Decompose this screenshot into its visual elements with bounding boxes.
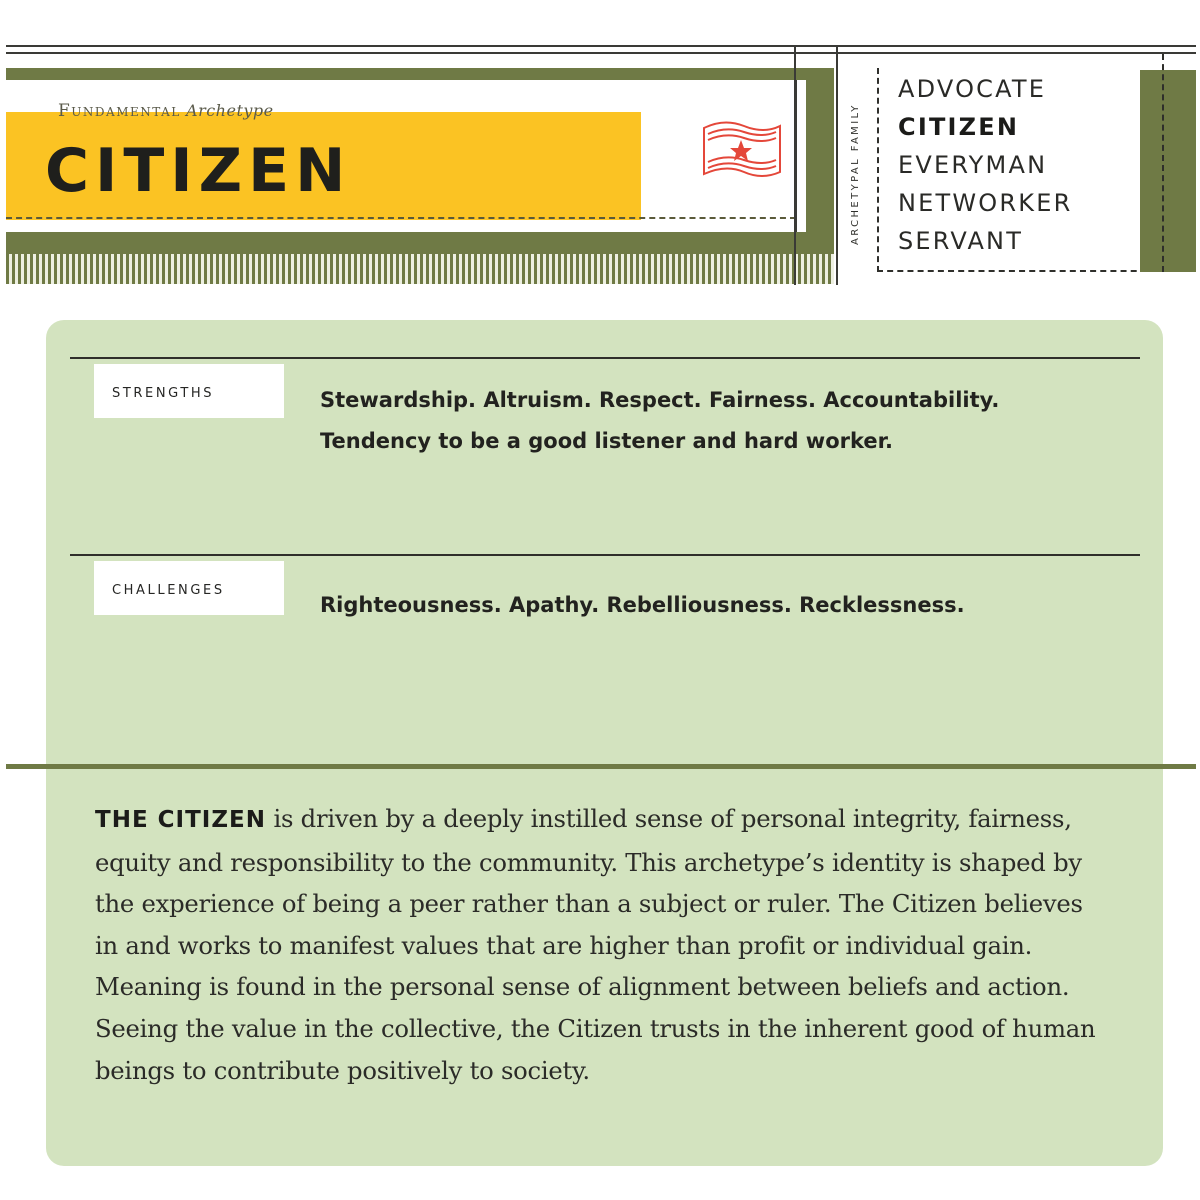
strengths-line-2: Tendency to be a good listener and hard worker. bbox=[320, 429, 893, 453]
archetype-label-italic: Archetype bbox=[186, 101, 274, 120]
strengths-rule bbox=[70, 357, 1140, 359]
title-dashed-rule bbox=[6, 217, 796, 219]
top-rule-2 bbox=[6, 52, 1196, 54]
divider-left bbox=[794, 45, 796, 285]
family-item-servant: SERVANT bbox=[898, 227, 1024, 255]
description-rule bbox=[6, 764, 1196, 769]
flag-with-star-icon bbox=[700, 118, 784, 184]
page-title: CITIZEN bbox=[45, 136, 352, 206]
family-side-bar bbox=[1140, 70, 1196, 272]
challenges-tag: CHALLENGES bbox=[94, 561, 284, 615]
family-item-everyman: EVERYMAN bbox=[898, 151, 1048, 179]
strengths-tag: STRENGTHS bbox=[94, 364, 284, 418]
family-label: ARCHETYPAL FAMILY bbox=[850, 103, 861, 245]
description-lead: THE CITIZEN bbox=[95, 807, 266, 833]
top-rule bbox=[6, 45, 1196, 47]
family-item-advocate: ADVOCATE bbox=[898, 75, 1047, 103]
challenges-rule bbox=[70, 554, 1140, 556]
challenges-line-1: Righteousness. Apathy. Rebelliousness. Recklessness. bbox=[320, 593, 965, 617]
archetype-label bbox=[58, 101, 274, 121]
strengths-line-1: Stewardship. Altruism. Respect. Fairness. Accountability. bbox=[320, 388, 1000, 412]
divider-mid bbox=[836, 45, 838, 285]
barcode-stripe bbox=[6, 254, 834, 284]
family-list bbox=[898, 70, 1072, 260]
description bbox=[95, 798, 1107, 1091]
description-text: is driven by a deeply instilled sense of personal integrity, fairness, equity and responsibility to the community. This archetype’s identity is shaped by the experience of being a peer rather than a subject or ruler. The Citizen believes in and works to manifest values that are higher than profit or individual gain. Meaning is found in the personal sense of alignment between beliefs and action. Seeing the value in the collective, the Citizen trusts in the inherent good of human beings to contribute positively to society. bbox=[95, 804, 1096, 1085]
family-side-dashes bbox=[1162, 54, 1164, 272]
challenges-text bbox=[320, 585, 965, 626]
family-item-networker: NETWORKER bbox=[898, 189, 1073, 217]
family-item-citizen: CITIZEN bbox=[898, 113, 1020, 141]
strengths-text bbox=[320, 380, 999, 462]
archetype-label-caps: Fundamental bbox=[58, 101, 181, 121]
